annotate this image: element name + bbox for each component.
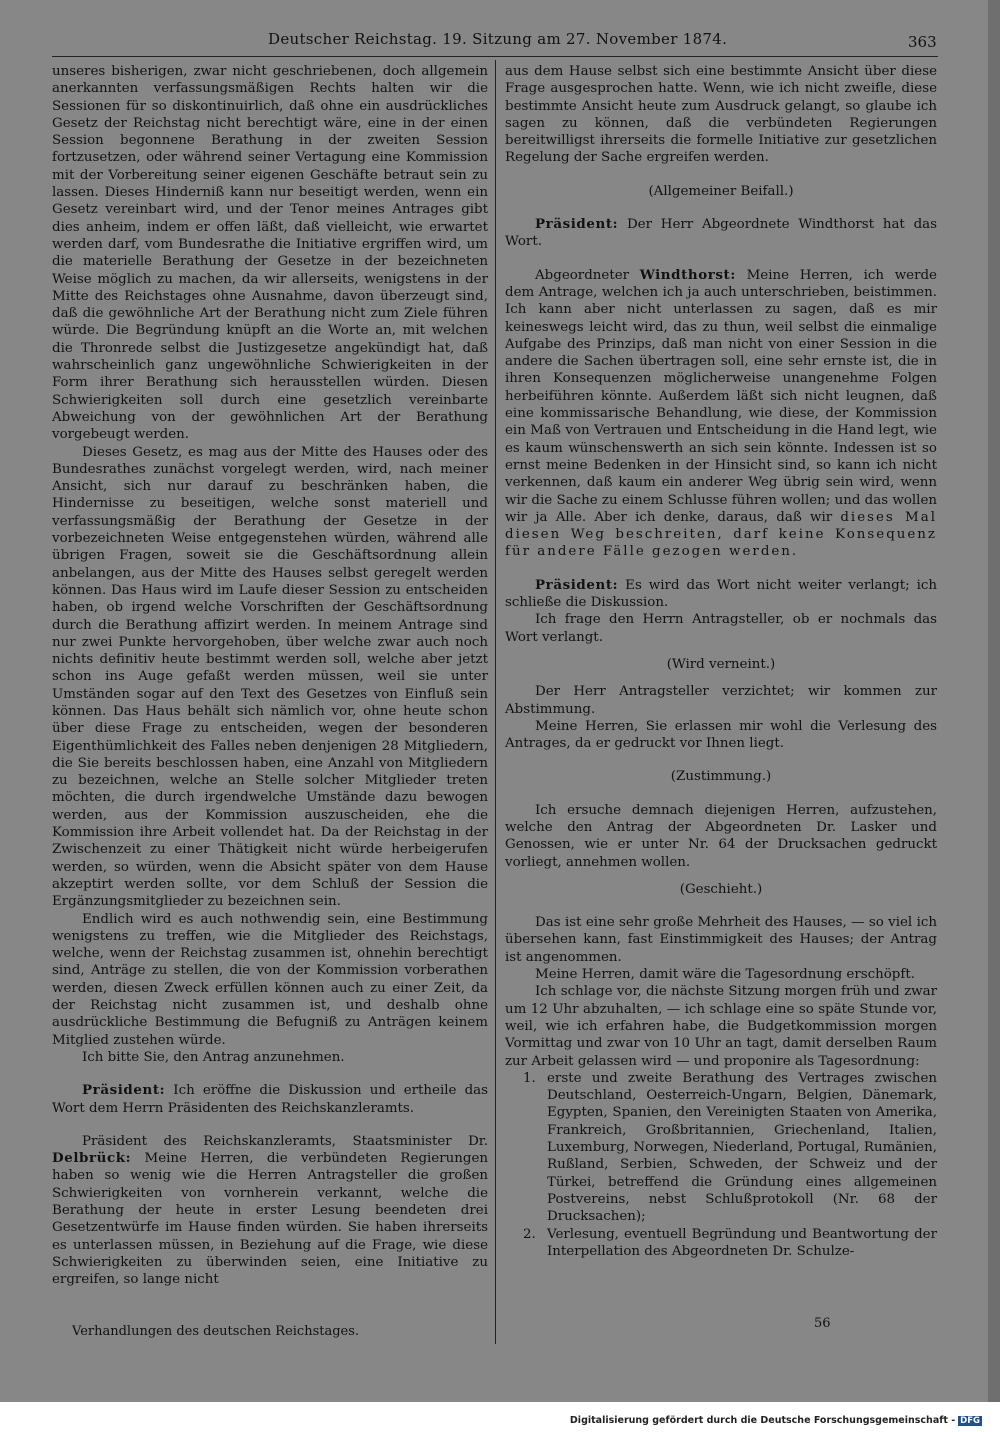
speaker-title: Präsident des Reichskanzleramts, Staatsminister Dr.: [82, 1133, 488, 1149]
speech: [52, 1082, 488, 1117]
speech: [52, 1133, 488, 1289]
paragraph: Meine Herren, damit wäre die Tagesordnung erschöpft.: [535, 967, 915, 983]
credit-text: Digitalisierung gefördert durch die Deutsche Forschungsgemeinschaft -: [569, 1415, 956, 1426]
paragraph: Dieses Gesetz, es mag aus der Mitte des Hauses oder des Bundesrathes zunächst vorgelegt werden, wird, nach meiner Ansicht, sich nur darauf zu beschränken haben, die Hindernisse zu beseitigen, welche sonst materiell und verfassungsmäßig der Berathung der Gesetze in der vorbezeichneten Weise entgegenstehen würden, während alle übrigen Fragen, soweit sie die Geschäftsordnung allein anbelangen, aus der Mitte des Hauses selbst geregelt werden können. Das Haus wird im Laufe dieser Session zu entscheiden haben, ob irgend welche Vorschriften der Geschäftsordnung durch die Berathung affizirt werden. In meinem Antrage sind nur zwei Punkte hervorgehoben, über welche zwar auch noch nichts definitiv heute bestimmt werden soll, welche aber jetzt schon ins Auge gefaßt werden müssen, weil sie unter Umständen sogar auf den Text des Gesetzes von Einfluß sein können. Das Haus behält sich nämlich vor, ohne heute schon über diese Frage zu entscheiden, wegen der besonderen Eigenthümlichkeit des Falles neben denjenigen 28 Mitgliedern, die Sie bereits beschlossen haben, eine Anzahl von Mitgliedern zu bezeichnen, welche an Stelle solcher Mitglieder treten möchten, die durch irgendwelche Umstände dazu bewogen werden, aus der Kommission auszuscheiden, ehe die Kommission ihre Arbeit vollendet hat. Da der Reichstag in der Zwischenzeit zu einer Thätigkeit nicht würde herbeigerufen werden, so würden, wenn die Absicht später von dem Hause akzeptirt werden sollte, vor dem Schluß der Session die Ergänzungsmitglieder zu bezeichnen sein.: [52, 444, 488, 910]
left-column: [52, 63, 488, 1288]
stage-direction: (Wird verneint.): [666, 656, 776, 672]
speech-text: Es wird das Wort nicht weiter verlangt; ich schließe die Diskussion.: [505, 577, 937, 611]
running-header: Deutscher Reichstag. 19. Sitzung am 27. November 1874.: [268, 30, 728, 48]
speaker-title: Abgeordneter: [535, 267, 640, 283]
list-text: Verlesung, eventuell Begründung und Beantwortung der Interpellation des Abgeordneten Dr. Schulze-: [547, 1226, 937, 1259]
speaker-name: Präsident:: [535, 576, 619, 593]
header-rule: [52, 56, 938, 57]
speech: [505, 577, 937, 612]
agenda-list: [505, 1070, 937, 1260]
paragraph: Meine Herren, Sie erlassen mir wohl die Verlesung des Antrages, da er gedruckt vor Ihnen liegt.: [505, 718, 937, 752]
paragraph: Ich frage den Herrn Antragsteller, ob er nochmals das Wort verlangt.: [505, 612, 937, 645]
list-number: 2.: [523, 1226, 536, 1242]
speech-text: Der Herr Abgeordnete Windthorst hat das Wort.: [505, 217, 937, 250]
page-number: 363: [908, 33, 937, 51]
list-item: [505, 1070, 937, 1226]
digitization-credit: [570, 1415, 982, 1426]
footer-note: Verhandlungen des deutschen Reichstages.: [72, 1324, 360, 1339]
paragraph: Ich ersuche demnach diejenigen Herren, aufzustehen, welche den Antrag der Abgeordneten Dr. Lasker und Genossen, wie er unter Nr. 64 der Drucksachen gedruckt vorliegt, annehmen wollen.: [505, 802, 937, 870]
speaker-name: Delbrück:: [52, 1150, 132, 1167]
speech-text: Ich eröffne die Diskussion und ertheile das Wort dem Herrn Präsidenten des Reichskanzleramts.: [52, 1083, 488, 1116]
paragraph: Endlich wird es auch nothwendig sein, eine Bestimmung wenigstens zu treffen, wie die Mitglieder des Reichstags, welche, wenn der Reichstag zusammen ist, ohnehin berechtigt sind, Anträge zu stellen, die von der Kommission vorberathen werden, diesen Zweck erfüllen können auch zu einer Zeit, da der Reichstag nicht zusammen ist, und deshalb ohne ausdrückliche Bestimmung die Befugniß zu Anträgen keinem Mitglied zustehen würde.: [52, 911, 488, 1048]
paragraph: Ich schlage vor, die nächste Sitzung morgen früh und zwar um 12 Uhr abzuhalten, — ich schlage eine so späte Stunde vor, weil, wie ich erfahren habe, die Budgetkommission morgen Vormittag und zwar von 10 Uhr an tagt, damit derselben Raum zur Arbeit gelassen wird — und proponire als Tagesordnung:: [505, 984, 937, 1069]
sheet-number: 56: [814, 1316, 831, 1331]
paragraph: Ich bitte Sie, den Antrag anzunehmen.: [82, 1049, 345, 1065]
scan-edge: [988, 0, 1000, 1402]
paragraph: Das ist eine sehr große Mehrheit des Hauses, — so viel ich übersehen kann, fast Einstimmigkeit des Hauses; der Antrag ist angenommen.: [505, 915, 937, 965]
speech: [505, 216, 937, 251]
paragraph: aus dem Hause selbst sich eine bestimmte Ansicht über diese Frage ausgesprochen hatte. Wenn, wie ich nicht zweifle, diese bestimmte Ansicht heute zum Ausdruck gelangt, so glaube ich sagen zu können, daß die verbündeten Regierungen bereitwilligst ihrerseits die formelle Initiative zur gesetzlichen Regelung der Sache ergreifen werden.: [505, 64, 937, 166]
speech-text: Meine Herren, die verbündeten Regierungen haben so wenig wie die Herren Antragsteller die großen Schwierigkeiten von vornherein verkannt, welche die Berathung der heute in erster Lesung beendeten drei Gesetzentwürfe im Hause finden würden. Sie haben ihrerseits es unterlassen müssen, in Beziehung auf die Frage, wie diese Schwierigkeiten zu überwinden seien, eine Initiative zu ergreifen, so lange nicht: [52, 1151, 488, 1288]
speaker-name: Präsident:: [535, 216, 619, 233]
stage-direction: (Zustimmung.): [670, 769, 772, 785]
speech-text: Meine Herren, ich werde dem Antrage, welchen ich ja auch unterschrieben, beistimmen. Ich kann aber nicht unterlassen zu sagen, daß es mir keineswegs leicht wird, das zu thun, weil selbst die einmalige Aufgabe des Prinzips, daß man nicht von einer Session in die andere die Sachen übertragen soll, eine sehr ernste ist, die in ihren Konsequenzen möglicherweise unangenehme Folgen herbeiführen könnte. Außerdem läßt sich nicht leugnen, daß eine kommissarische Behandlung, wie diese, der Kommission ein Maß von Vertrauen und Entscheidung in die Hand legt, wie es kaum wünschenswerth an sich sein könnte. Indessen ist so ernst meine Bedenken in der Hinsicht sind, so kann ich nicht verkennen, daß kaum ein anderer Weg übrig sein wird, wenn wir die Sache zu einem Schlusse führen wollen; und das wollen wir ja Alle. Aber ich denke, daraus, daß wir: [505, 267, 937, 525]
emphasized-text: dieses Mal diesen Weg beschreiten, darf keine Konsequenz für andere Fälle gezogen werden.: [505, 509, 937, 560]
stage-direction: (Geschieht.): [679, 881, 763, 897]
list-item: [505, 1226, 937, 1261]
paragraph: unseres bisherigen, zwar nicht geschriebenen, doch allgemein anerkannten verfassungsmäßigen Rechts halten wir die Sessionen für so diskontinuirlich, daß ohne ein ausdrückliches Gesetz der Reichstag nicht berechtigt wäre, eine in der einen Session begonnene Berathung in der zweiten Session fortzusetzen, oder während seiner Vertagung eine Kommission mit der Vorbereitung seiner eigenen Geschäfte betraut sein zu lassen. Dieses Hinderniß kann nur beseitigt werden, wenn ein Gesetz vereinbart wird, und der Tenor meines Antrages gibt dies anheim, indem er offen läßt, daß vielleicht, wie erwartet werden darf, vom Bundesrathe die Initiative ergriffen wird, um die materielle Berathung der Gesetze in der bezeichneten Weise möglich zu machen, da wir allerseits, wenigstens in der Mitte des Reichstages ohne Ausnahme, davon überzeugt sind, daß die gewöhnliche Art der Berathung nicht zum Ziele führen würde. Die Begründung knüpft an die Worte an, mit welchen die Thronrede selbst die Justizgesetze angekündigt hat, daß wahrscheinlich ganz ungewöhnliche Schwierigkeiten in der Form ihrer Berathung sich herausstellen würden. Diesen Schwierigkeiten soll durch eine gesetzlich vereinbarte Abweichung von der gewöhnlichen Art der Berathung vorgebeugt werden.: [52, 64, 488, 443]
speech: [505, 267, 937, 561]
list-number: 1.: [523, 1070, 536, 1086]
list-text: erste und zweite Berathung des Vertrages zwischen Deutschland, Oesterreich-Ungarn, Belgien, Dänemark, Egypten, Spanien, den Vereinigten Staaten von Amerika, Frankreich, Großbritannien, Griechenland, Italien, Luxemburg, Norwegen, Niederland, Portugal, Rumänien, Rußland, Serbien, Schweden, der Schweiz und der Türkei, betreffend die Gründung eines allgemeinen Postvereins, nebst Schlußprotokoll (Nr. 68 der Drucksachen);: [547, 1070, 937, 1225]
right-column: [505, 63, 937, 1260]
column-divider: [495, 60, 496, 1344]
stage-direction: (Allgemeiner Beifall.): [648, 183, 794, 199]
speaker-name: Präsident:: [82, 1082, 166, 1099]
dfg-logo: DFG: [960, 1415, 980, 1426]
paragraph: Der Herr Antragsteller verzichtet; wir kommen zur Abstimmung.: [505, 684, 937, 717]
speaker-name: Windthorst:: [639, 266, 736, 283]
